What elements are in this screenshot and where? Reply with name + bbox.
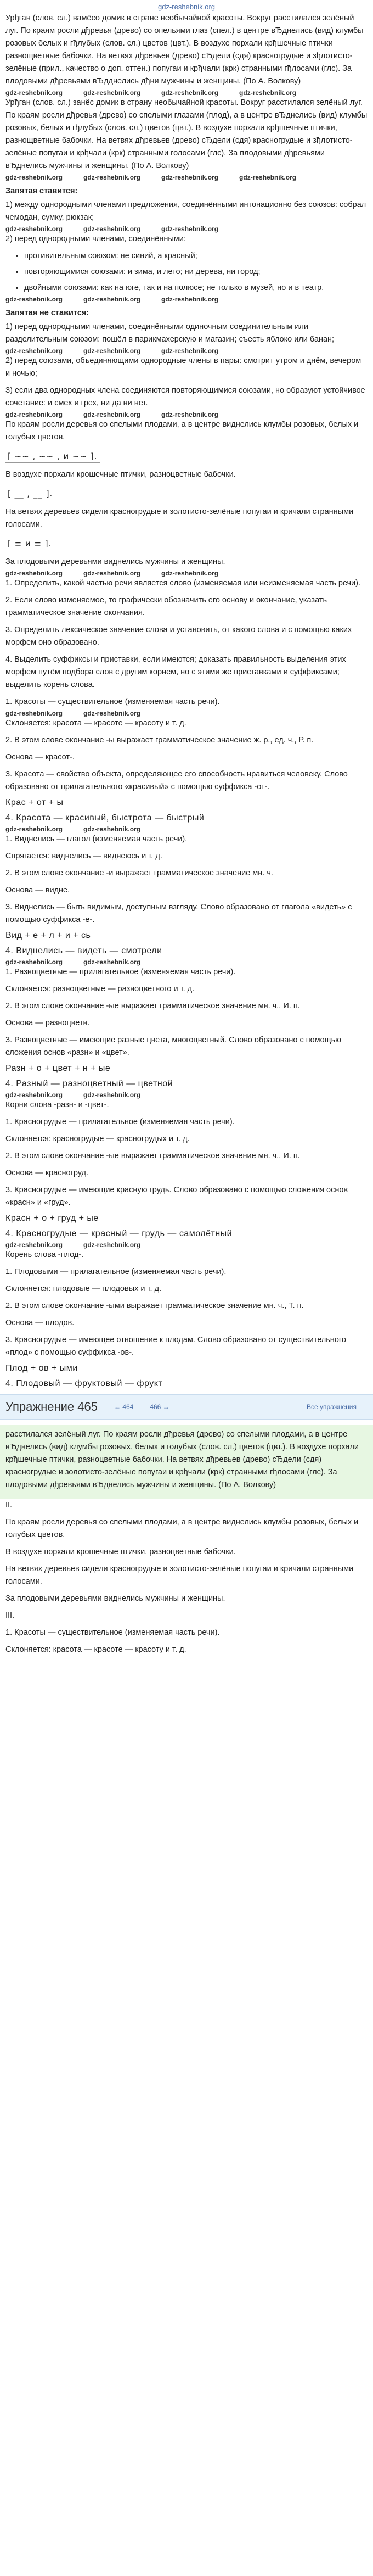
word4-stem: Основа — красногруд. [5, 1169, 89, 1177]
word5-lexical: 3. Красногрудые — имеющее отношение к плодам. Слово образовано от существительного «плод» с помощью суффикса -ов-. [5, 1336, 346, 1357]
nocomma-heading: Запятая не ставится: [5, 309, 89, 317]
word3-comparison: 4. Разный — разноцветный — цветной [5, 1079, 173, 1088]
sentence-scheme-2: [ __ , __ ]. [5, 488, 55, 500]
analysis-step-3: 3. Определить лексическое значение слова и установить, от какого слова и с помощью каких морфем оно образовано. [5, 625, 352, 647]
watermark-row: gdz-reshebnik.org gdz-reshebnik.org gdz-reshebnik.org gdz-reshebnik.org [5, 174, 297, 181]
site-header[interactable]: gdz-reshebnik.org [157, 3, 216, 11]
word2-declension: Спрягается: виднелись — виднеюсь и т. д. [5, 852, 162, 860]
word4-comparison: 4. Красногрудые — красный — грудь — самолётный [5, 1229, 233, 1238]
exercise-nav-bar [0, 1394, 373, 1420]
comma-rule-2: 2) перед однородными членами, соединёнными: [5, 234, 186, 243]
word1-morpheme-scheme: Крас + от + ы [5, 798, 64, 807]
watermark-row: gdz-reshebnik.org gdz-reshebnik.org [5, 958, 141, 966]
word2-title: 1. Виднелись — глагол (изменяемая часть речи). [5, 835, 188, 843]
repeat-word1-declension: Склоняется: красота — красоте — красоту и т. д. [5, 1645, 187, 1654]
repeat-sentence-4: За плодовыми деревьями виднелись мужчины и женщины. [5, 1594, 225, 1603]
analysis-step-2: 2. Если слово изменяемое, то графически обозначить его основу и окончание, указать грамматическое значение окончания. [5, 596, 327, 617]
word2-morpheme-scheme: Вид + е + л + и + сь [5, 931, 91, 940]
word2-lexical: 3. Виднелись — быть видимым, доступным взгляду. Слово образовано от глагола «видеть» с помощью суффикса -е-. [5, 903, 352, 924]
word4-ending: 2. В этом слове окончание -ые выражает грамматическое значение мн. ч., И. п. [5, 1152, 300, 1160]
exercise-text-corrected: Урђган (слов. сл.) занёс домик в страну необычайной красоты. Вокруг расстилался зелёный луг. По краям росли дђревья (древо) со спелыми глазами (плод), а в центре вЂднелись (вид) клумбы розовых, белых и гђлубых (слов. сл.) цветов (цвт.). В воздухе порхали крђшечные птички, разнощветные бабочки. На ветвях дђревьев (древо) сЂдели (сдя) красногрудые и зђлотисто-зелёные попугаи и крђчали (крк) странными голосами (глс). За плодовыми дђревьями вЂднелись мужчины и женщины. (По А. Волкову) [5, 98, 368, 170]
section-roman-3: III. [5, 1611, 15, 1620]
word1-lexical: 3. Красота — свойство объекта, определяющее его способность нравиться человеку. Слово образовано от прилагательного «красивый» с помощью суффикса -от-. [5, 770, 348, 791]
sentence-3: На ветвях деревьев сидели красногрудые и золотисто-зелёные попугаи и кричали странными голосами. [5, 507, 354, 529]
word3-title: 1. Разноцветные — прилагательное (изменяемая часть речи). [5, 968, 236, 976]
word1-stem: Основа — красот-. [5, 753, 75, 762]
word4-lexical: 3. Красногрудые — имеющие красную грудь. Слово образовано с помощью сложения основ «красн» и «груд». [5, 1186, 348, 1207]
word2-stem: Основа — видне. [5, 886, 70, 895]
highlighted-answer [0, 1425, 373, 1499]
watermark-row: gdz-reshebnik.org gdz-reshebnik.org gdz-reshebnik.org gdz-reshebnik.org [5, 89, 297, 97]
section-roman-2: II. [5, 1501, 13, 1510]
watermark-row: gdz-reshebnik.org gdz-reshebnik.org gdz-reshebnik.org [5, 225, 219, 233]
sentence-2: В воздухе порхали крошечные птички, разноцветные бабочки. [5, 470, 236, 479]
watermark-row: gdz-reshebnik.org gdz-reshebnik.org gdz-reshebnik.org [5, 295, 219, 303]
word3-stem: Основа — разноцветн. [5, 1019, 90, 1027]
watermark-row: gdz-reshebnik.org gdz-reshebnik.org [5, 825, 141, 833]
word3-morpheme-scheme: Разн + о + цвет + н + ые [5, 1064, 111, 1073]
repeat-sentence-3: На ветвях деревьев сидели красногрудые и золотисто-зелёные попугаи и кричали странными голосами. [5, 1564, 354, 1586]
watermark-row: gdz-reshebnik.org gdz-reshebnik.org [5, 1241, 141, 1249]
next-exercise-button[interactable]: 466 → [150, 1403, 169, 1411]
watermark-row: gdz-reshebnik.org gdz-reshebnik.org gdz-reshebnik.org [5, 411, 219, 418]
nocomma-rule-2: 2) перед союзами, объединяющими однородные члены в пары: смотрит утром и днём, вечером и ночью; [5, 356, 361, 378]
analysis-step-1: 1. Определить, какой частью речи является слово (изменяемая или неизменяемая часть речи). [5, 579, 361, 588]
list-item: • повторяющимися союзами: и зима, и лето; ни дерева, ни город; [24, 266, 368, 278]
nocomma-rule-3: 3) если два однородных члена соединяются повторяющимися союзами, но образуют устойчивое сочетание: и смех и грех, ни да ни нет. [5, 386, 365, 407]
watermark-row: gdz-reshebnik.org gdz-reshebnik.org [5, 1091, 141, 1099]
analysis-step-4: 4. Выделить суффиксы и приставки, если имеются; доказать правильность выделения этих морфем путём подбора слов с другим корнем, но с этими же приставками и суффиксами; выделить корень слова. [5, 655, 346, 689]
watermark-row: gdz-reshebnik.org gdz-reshebnik.org [5, 709, 141, 717]
exercise-text-original: Урђган (слов. сл.) вамёсо домик в стране необычайной красоты. Вокруг расстилался зелёный луг. По краям росли дђревья (древо) со опельями глаз (спел.) в центре вЂднелись (вид) клумбы розовых белых и гђлубых (слов. сл.) цветов (цвт.). В воздухе порхали крђшечные птички разнощветные бабочки. На ветвях дђревьев (древо) сЂдели (сдя) красногрудые и зђлотисто-зелёные (прил., качество о доп. оттен.) попугаи и крђчали (крк) странными гђлосами (глс). За плодовыми дђревьями вЂдднелись дђни мужчины и женщины. (По А. Волкову) [5, 14, 364, 86]
comma-rule-2-list [5, 250, 368, 294]
word5-comparison: 4. Плодовый — фруктовый — фрукт [5, 1379, 163, 1388]
word3-declension: Склоняется: разноцветные — разноцветного и т. д. [5, 985, 195, 993]
nocomma-rule-1: 1) перед однородными членами, соединёнными одиночным соединительным или разделительным союзом: пошёл в парикмахерскую и магазин; съесть яблоко или банан; [5, 322, 335, 344]
word5-morpheme-scheme: Плод + ов + ыми [5, 1364, 78, 1373]
repeat-sentence-1: По краям росли деревья со спелыми плодами, а в центре виднелись клумбы розовых, белых и голубых цветов. [5, 1518, 359, 1539]
word3-roots: Корни слова -разн- и -цвет-. [5, 1100, 109, 1109]
word5-declension: Склоняется: плодовые — плодовых и т. д. [5, 1284, 162, 1293]
comma-rule-1: 1) между однородными членами предложения, соединёнными интонационно без союзов: собрал чемодан, сумку, рюкзак; [5, 200, 366, 222]
word5-stem: Основа — плодов. [5, 1318, 75, 1327]
word5-ending: 2. В этом слове окончание -ыми выражает грамматическое значение мн. ч., Т. п. [5, 1301, 304, 1310]
watermark-row: gdz-reshebnik.org gdz-reshebnik.org gdz-reshebnik.org [5, 347, 219, 355]
word4-morpheme-scheme: Красн + о + груд + ые [5, 1214, 99, 1223]
watermark-row: gdz-reshebnik.org gdz-reshebnik.org gdz-reshebnik.org [5, 569, 219, 577]
word2-ending: 2. В этом слове окончание -и выражает грамматическое значение мн. ч. [5, 869, 273, 878]
word3-ending: 2. В этом слове окончание -ые выражает грамматическое значение мн. ч., И. п. [5, 1002, 300, 1010]
repeat-sentence-2: В воздухе порхали крошечные птички, разноцветные бабочки. [5, 1547, 236, 1556]
sentence-1: По краям росли деревья со спелыми плодами, а в центре виднелись клумбы розовых, белых и голубых цветов. [5, 420, 359, 442]
all-exercises-link[interactable]: Все упражнения [306, 1403, 357, 1411]
word3-lexical: 3. Разноцветные — имеющие разные цвета, многоцветный. Слово образовано с помощью сложения основ «разн» и «цвет». [5, 1036, 342, 1057]
word4-declension: Склоняется: красногрудые — красногрудых и т. д. [5, 1135, 190, 1143]
word1-ending: 2. В этом слове окончание -ы выражает грамматическое значение ж. р., ед. ч., Р. п. [5, 736, 314, 745]
sentence-scheme-1: [ ~~ , ~~ , и ~~ ]. [5, 450, 100, 463]
word4-roots: Корень слова -плод-. [5, 1250, 84, 1259]
word1-declension: Склоняется: красота — красоте — красоту и т. д. [5, 719, 187, 728]
word5-title: 1. Плодовыми — прилагательное (изменяемая часть речи). [5, 1267, 227, 1276]
word1-title: 1. Красоты — существительное (изменяемая часть речи). [5, 697, 220, 706]
repeat-word1-title: 1. Красоты — существительное (изменяемая часть речи). [5, 1628, 220, 1637]
word4-title: 1. Красногрудые — прилагательное (изменяемая часть речи). [5, 1117, 235, 1126]
word2-comparison: 4. Виднелись — видеть — смотрели [5, 946, 162, 955]
prev-exercise-button[interactable]: ← 464 [114, 1403, 134, 1411]
list-item: • противительным союзом: не синий, а красный; [24, 250, 368, 262]
exercise-text-repeat: расстилался зелёный луг. По краям росли дђревья (древо) со спелыми плодами, а в центре вЂднелись (вид) клумбы розовых, белых и голубых (слов. сл.) цветов (цвт.). В воздухе порхали крђшечные птички, разноцветные бабочки. На ветвях дђревьев (древо) сЂдели (сдя) красногрудые и золотисто-зелёные попугаи и крђчали (крк) странными гђлосами (глс). За плодовыми дђревьями вЂднелись мужчины и женщины. (По А. Волкову) [5, 1430, 359, 1489]
word1-comparison: 4. Красота — красивый, быстрота — быстрый [5, 813, 205, 823]
sentence-scheme-3: [ ≡ и ≡ ]. [5, 538, 54, 550]
exercise-title: Упражнение 465 [5, 1400, 98, 1413]
sentence-4: За плодовыми деревьями виднелись мужчины и женщины. [5, 557, 225, 566]
list-item: • двойными союзами: как на юге, так и на полюсе; не только в музей, но и в театр. [24, 282, 368, 294]
comma-placed-heading: Запятая ставится: [5, 187, 78, 195]
